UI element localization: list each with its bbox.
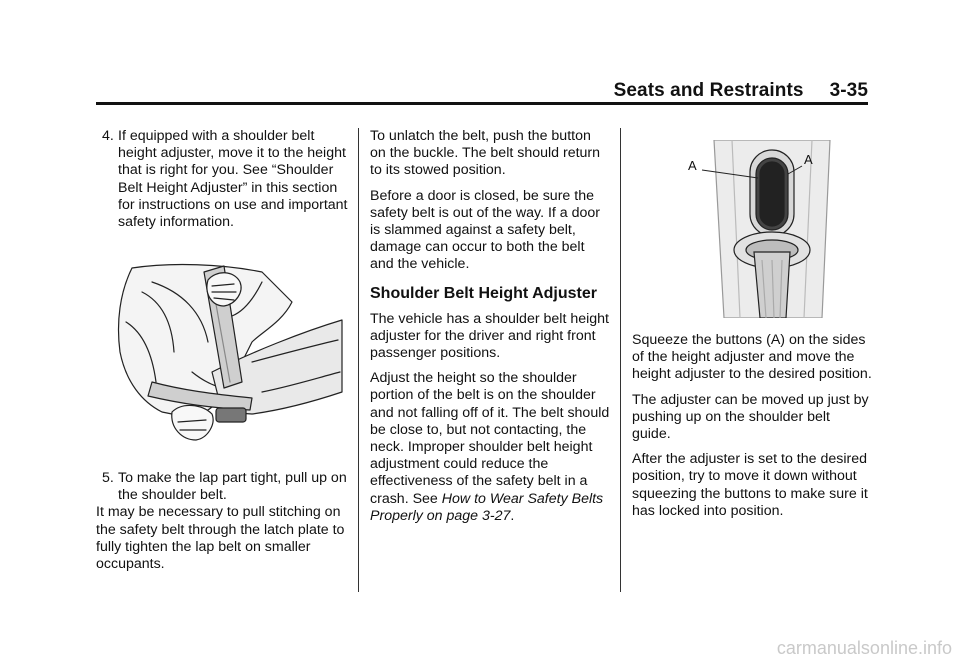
lock-check-paragraph: After the adjuster is set to the desired position, try to move it down without squeezing the buttons to make sure it has locked into position. <box>632 451 868 519</box>
page-number: 3-35 <box>829 80 868 101</box>
adjuster-paragraph: The vehicle has a shoulder belt height adjuster for the driver and right front passenger positions. <box>370 310 609 362</box>
callout-label-left: A <box>688 158 697 173</box>
step-5 <box>96 470 354 504</box>
column-middle <box>370 128 610 533</box>
push-up-paragraph: The adjuster can be moved up just by pushing up on the shoulder belt guide. <box>632 391 869 443</box>
step-number: 4. <box>102 128 114 144</box>
step-number: 5. <box>102 470 114 486</box>
column-left-lower <box>96 470 354 581</box>
step-text: To make the lap part tight, pull up on the shoulder belt. <box>118 470 347 504</box>
page-header <box>96 80 868 104</box>
height-paragraph-text: Adjust the height so the shoulder portion of the belt is on the shoulder and not falling off of it. The belt should be close to, but not contacting, the neck. Improper shoulder belt height adjustment could reduce the effectiveness of the safety belt in a crash. See <box>370 370 610 507</box>
header-rule <box>96 102 868 105</box>
squeeze-paragraph: Squeeze the buttons (A) on the sides of the height adjuster and move the height adjuster to the desired position. <box>632 332 872 383</box>
lap-belt-illustration <box>112 262 344 452</box>
door-paragraph: Before a door is closed, be sure the safety belt is out of the way. If a door is slammed against a safety belt, damage can occur to both the belt and the vehicle. <box>370 187 601 273</box>
column-right <box>632 332 872 528</box>
step-4 <box>96 128 354 231</box>
cross-reference-link[interactable]: How to Wear Safety Belts Properly on page 3-27 <box>370 490 604 524</box>
column-left <box>96 128 354 231</box>
watermark: carmanualsonline.info <box>776 638 952 658</box>
section-title: Seats and Restraints <box>613 80 804 101</box>
section-heading: Shoulder Belt Height Adjuster <box>370 284 597 302</box>
column-divider-2 <box>620 128 621 592</box>
height-adjuster-illustration <box>680 140 864 318</box>
step-5-note: It may be necessary to pull stitching on the safety belt through the latch plate to fully tighten the lap belt on smaller occupants. <box>96 504 345 573</box>
callout-label-right: A <box>804 152 813 167</box>
height-paragraph-end: . <box>510 507 515 524</box>
unlatch-paragraph: To unlatch the belt, push the button on the buckle. The belt should return to its stowed position. <box>370 128 601 179</box>
column-divider-1 <box>358 128 359 592</box>
step-text: If equipped with a shoulder belt height adjuster, move it to the height that is right for you. See “Shoulder Belt Height Adjuster” in this section for instructions on use and important safety information. <box>118 128 348 231</box>
height-paragraph <box>370 370 610 525</box>
